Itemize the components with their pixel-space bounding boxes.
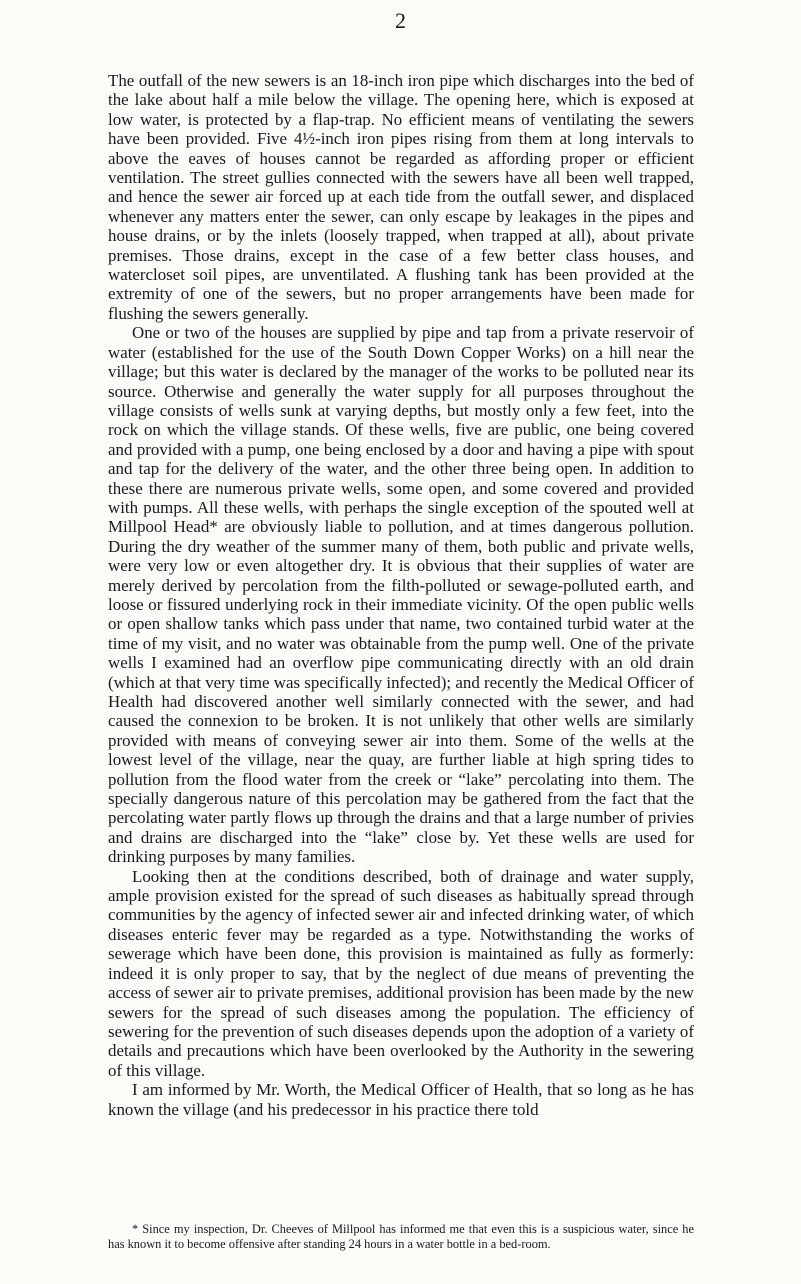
- paragraph-conditions-described: Looking then at the conditions described, both of drainage and water supply, ample provision existed for the spread of such diseases as habitually spread through communities by the agency of infected sewer air and infected drinking water, of which diseases enteric fever may be regarded as a type. Notwithstanding the works of sewerage which have been done, this provision is maintained as fully as formerly: indeed it is only proper to say, that by the neglect of due means of preventing the access of sewer air to private premises, additional provision has been made by the new sewers for the spread of such diseases among the population. The efficiency of sewering for the prevention of such diseases depends upon the adoption of a variety of details and precautions which have been overlooked by the Authority in the sewering of this village.: [108, 866, 694, 1080]
- footnote-text: * Since my inspection, Dr. Cheeves of Millpool has informed me that even this is a suspicious water, since he has known it to become offensive after standing 24 hours in a water bottle in a bed-room.: [108, 1222, 694, 1252]
- paragraph-water-supply: One or two of the houses are supplied by pipe and tap from a private reservoir of water (established for the use of the South Down Copper Works) on a hill near the village; but this water is declared by the manager of the works to be polluted near its source. Otherwise and generally the water supply for all purposes throughout the village consists of wells sunk at varying depths, but mostly only a few feet, into the rock on which the village stands. Of these wells, five are public, one being covered and provided with a pump, one being enclosed by a door and having a pipe with spout and tap for the delivery of the water, and the other three being open. In addition to these there are numerous private wells, some open, and some covered and provided with pumps. All these wells, with perhaps the single exception of the spouted well at Millpool Head* are obviously liable to pollution, and at times dangerous pollution. During the dry weather of the summer many of them, both public and private wells, were very low or even altogether dry. It is obvious that their supplies of water are merely derived by percolation from the filth-polluted or sewage-polluted earth, and loose or fissured underlying rock in their immediate vicinity. Of the open public wells or open shallow tanks which pass under that name, two contained turbid water at the time of my visit, and no water was obtainable from the pump well. One of the private wells I examined had an overflow pipe communicating directly with an old drain (which at that very time was specifically infected); and recently the Medical Officer of Health had discovered another well similarly connected with the sewer, and had caused the connexion to be broken. It is not unlikely that other wells are similarly provided with means of conveying sewer air into them. Some of the wells at the lowest level of the village, near the quay, are further liable at high spring tides to pollution from the flood water from the creek or “lake” percolating into them. The specially dangerous nature of this percolation may be gathered from the fact that the percolating water partly flows up through the drains and that a large number of privies and drains are discharged into the “lake” close by. Yet these wells are used for drinking purposes by many families.: [108, 323, 694, 867]
- body-text: [108, 71, 694, 1119]
- paragraph-medical-officer: I am informed by Mr. Worth, the Medical Officer of Health, that so long as he has known the village (and his predecessor in his practice there told: [108, 1080, 694, 1119]
- page-number: 2: [395, 8, 406, 33]
- footnote: [108, 1222, 694, 1253]
- paragraph-outfall-sewers: The outfall of the new sewers is an 18-inch iron pipe which discharges into the bed of the lake about half a mile below the village. The opening here, which is exposed at low water, is protected by a flap-trap. No efficient means of ventilating the sewers have been provided. Five 4½-inch iron pipes rising from them at long intervals to above the eaves of houses cannot be regarded as affording proper or efficient ventilation. The street gullies connected with the sewers have all been well trapped, and hence the sewer air forced up at each tide from the outfall sewer, and displaced whenever any matters enter the sewer, can only escape by leakages in the pipes and house drains, or by the inlets (loosely trapped, when trapped at all), about private premises. Those drains, except in the case of a few better class houses, and watercloset soil pipes, are unventilated. A flushing tank has been provided at the extremity of one of the sewers, but no proper arrangements have been made for flushing the sewers generally.: [108, 71, 694, 323]
